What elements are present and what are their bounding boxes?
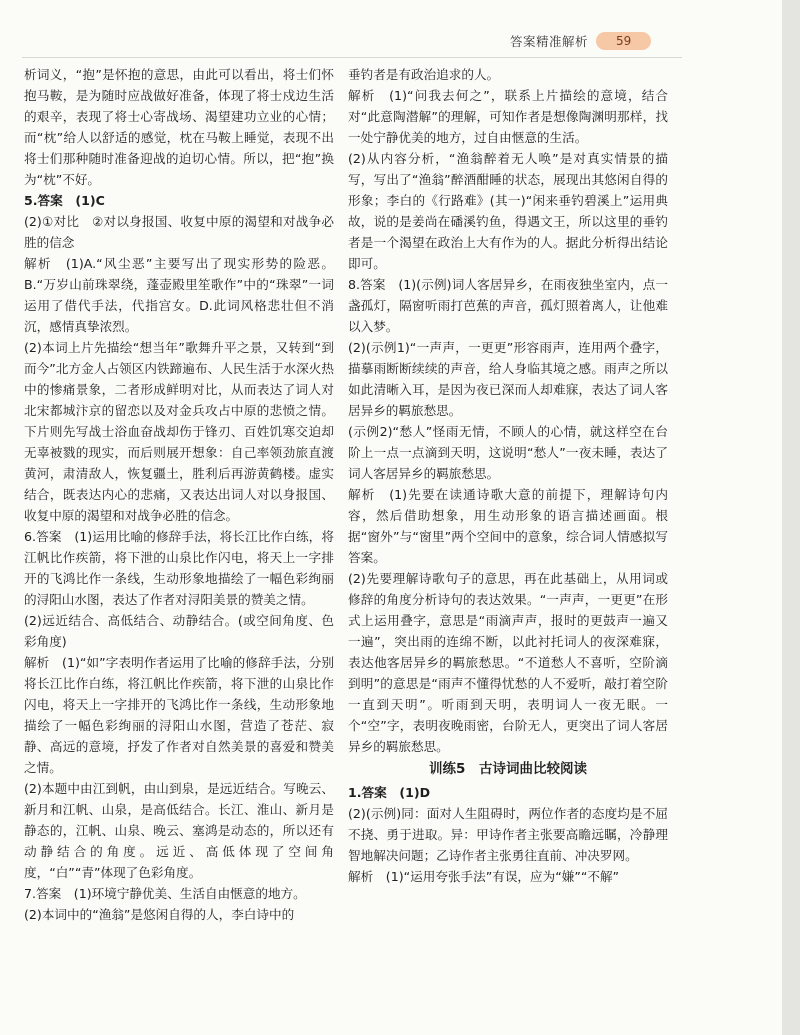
analysis-paragraph: 解析 (1)A.“风尘恶”主要写出了现实形势的险恶。B.“万岁山前珠翠绕，蓬壶殿里笙歌作”中的“珠翠”一词运用了借代手法，代指宫女。D.此词风格悲壮但不消沉，感情真挚浓烈。 bbox=[24, 256, 334, 334]
paragraph: 析词义，“抱”是怀抱的意思，由此可以看出，将士们怀抱马鞍，是为随时应战做好准备，体现了将士戍边生活的艰辛，表现了将士心寄战场、渴望建功立业的心情；而“枕”给人以舒适的感觉，枕在马鞍上睡觉，表现不出将士们那种随时准备迎战的迫切心情。所以，把“抱”换为“枕”不好。 bbox=[24, 67, 334, 187]
paragraph: (2)本词中的“渔翁”是悠闲自得的人，李白诗中的 bbox=[24, 907, 295, 922]
answer-8-paragraph: 8.答案 (1)(示例)词人客居异乡，在雨夜独坐室内，点一盏孤灯，隔窗听雨打芭蕉的声音，孤灯照着离人，让他难以入梦。 bbox=[348, 277, 668, 334]
analysis-paragraph: 解析 (1)“问我去何之”，联系上片描绘的意境，结合对“此意陶潜解”的理解，可知作者是想像陶渊明那样，找一处宁静优美的地方，过自由惬意的生活。 bbox=[348, 88, 668, 145]
analysis-paragraph: 解析 (1)“运用夸张手法”有误，应为“嫌”“不解” bbox=[348, 869, 620, 884]
paragraph: (2)先要理解诗歌句子的意思，再在此基础上，从用词或修辞的角度分析诗句的表达效果。“一声声，一更更”在形式上运用叠字，意思是“雨滴声声，报时的更鼓声一遍又一遍”，突出雨的连绵不断，以此衬托词人的夜深难寐，表达他客居异乡的羁旅愁思。“不道愁人不喜听，空阶滴到明”的意思是“雨声不懂得忧愁的人不爱听，敲打着空阶一直到天明”。听雨到天明，表明词人一夜无眠。一个“空”字，表明夜晚雨密，台阶无人，更突出了词人客居异乡的羁旅愁思。 bbox=[348, 571, 668, 754]
paragraph: (2)从内容分析，“渔翁醉着无人唤”是对真实情景的描写，写出了“渔翁”醉酒酣睡的状态，展现出其悠闲自得的形象；李白的《行路难》(其一)“闲来垂钓碧溪上”运用典故，说的是姜尚在磻溪钓鱼，得遇文王，所以这里的垂钓者是一个渴望在政治上大有作为的人。据此分析得出结论即可。 bbox=[348, 151, 668, 271]
header-label: 答案精准解析 bbox=[510, 34, 589, 49]
header-divider bbox=[22, 57, 682, 58]
analysis-paragraph: 解析 (1)“如”字表明作者运用了比喻的修辞手法，分别将长江比作白练，将江帆比作疾箭，将下泄的山泉比作闪电，将天上一字排开的飞鸿比作一条线，生动形象地描绘了一幅色彩绚丽的浔阳山水图，营造了苍茫、寂静、高远的意境，抒发了作者对自然美景的喜爱和赞美之情。 bbox=[24, 655, 334, 775]
answer-7-paragraph: 7.答案 (1)环境宁静优美、生活自由惬意的地方。 bbox=[24, 886, 306, 901]
paragraph: (2)(示例)同：面对人生阻碍时，两位作者的态度均是不屈不挠、勇于进取。异：甲诗作者主张要高瞻远瞩，冷静理智地解决问题；乙诗作者主张勇往直前、冲决罗网。 bbox=[348, 806, 668, 863]
analysis-paragraph: 解析 (1)先要在读通诗歌大意的前提下，理解诗句内容，然后借助想象，用生动形象的语言描述画面。根据“窗外”与“窗里”两个空间中的意象，综合词人情感拟写答案。 bbox=[348, 487, 668, 565]
page-number-badge: 59 bbox=[596, 32, 651, 50]
right-column bbox=[348, 64, 668, 887]
paragraph: 垂钓者是有政治追求的人。 bbox=[348, 67, 500, 82]
section-title: 训练5 古诗词曲比较阅读 bbox=[429, 761, 587, 777]
answer-5-heading: 5.答案 (1)C bbox=[24, 193, 105, 208]
paragraph: (2)远近结合、高低结合、动静结合。(或空间角度、色彩角度) bbox=[24, 613, 334, 649]
left-column bbox=[24, 64, 334, 925]
paragraph: (2)(示例1)“一声声，一更更”形容雨声，连用两个叠字，描摹雨断断续续的声音，给人身临其境之感。雨声之所以如此清晰入耳，是因为夜已深而人却难寐，表达了词人客居异乡的羁旅愁思。 bbox=[348, 340, 668, 418]
answer-6-paragraph: 6.答案 (1)运用比喻的修辞手法，将长江比作白练，将江帆比作疾箭，将下泄的山泉比作闪电，将天上一字排开的飞鸿比作一条线，生动形象地描绘了一幅色彩绚丽的浔阳山水图，表达了作者对浔阳美景的赞美之情。 bbox=[24, 529, 334, 607]
paragraph: (示例2)“愁人”怪雨无情，不顾人的心情，就这样空在台阶上一点一点滴到天明，这说明“愁人”一夜未睡，表达了词人客居异乡的羁旅愁思。 bbox=[348, 424, 668, 481]
answer-1-heading: 1.答案 (1)D bbox=[348, 785, 431, 800]
paragraph: (2)本题中由江到帆，由山到泉，是远近结合。写晚云、新月和江帆、山泉，是高低结合。长江、淮山、新月是静态的，江帆、山泉、晚云、塞鸿是动态的，所以还有动静结合的角度。远近、高低体现了空间角度，“白”“青”体现了色彩角度。 bbox=[24, 781, 334, 880]
page-header bbox=[510, 32, 651, 50]
paragraph: (2)①对比 ②对以身报国、收复中原的渴望和对战争必胜的信念 bbox=[24, 214, 334, 250]
paragraph: (2)本词上片先描绘“想当年”歌舞升平之景，又转到“到而今”北方金人占领区内铁蹄遍布、人民生活于水深火热中的惨痛景象，二者形成鲜明对比，从而表达了词人对北宋都城汴京的留恋以及对金兵攻占中原的悲愤之情。下片则先写战士浴血奋战却伤于锋刃、百姓饥寒交迫却无辜被戮的现实，而后则展开想象：自己率领劲旅直渡黄河，肃清敌人，恢复疆土，胜利后再游黄鹤楼。虚实结合，既表达内心的悲痛，又表达出词人对以身报国、收复中原的渴望和对战争必胜的信念。 bbox=[24, 340, 334, 523]
page-edge-shadow bbox=[782, 0, 800, 1035]
